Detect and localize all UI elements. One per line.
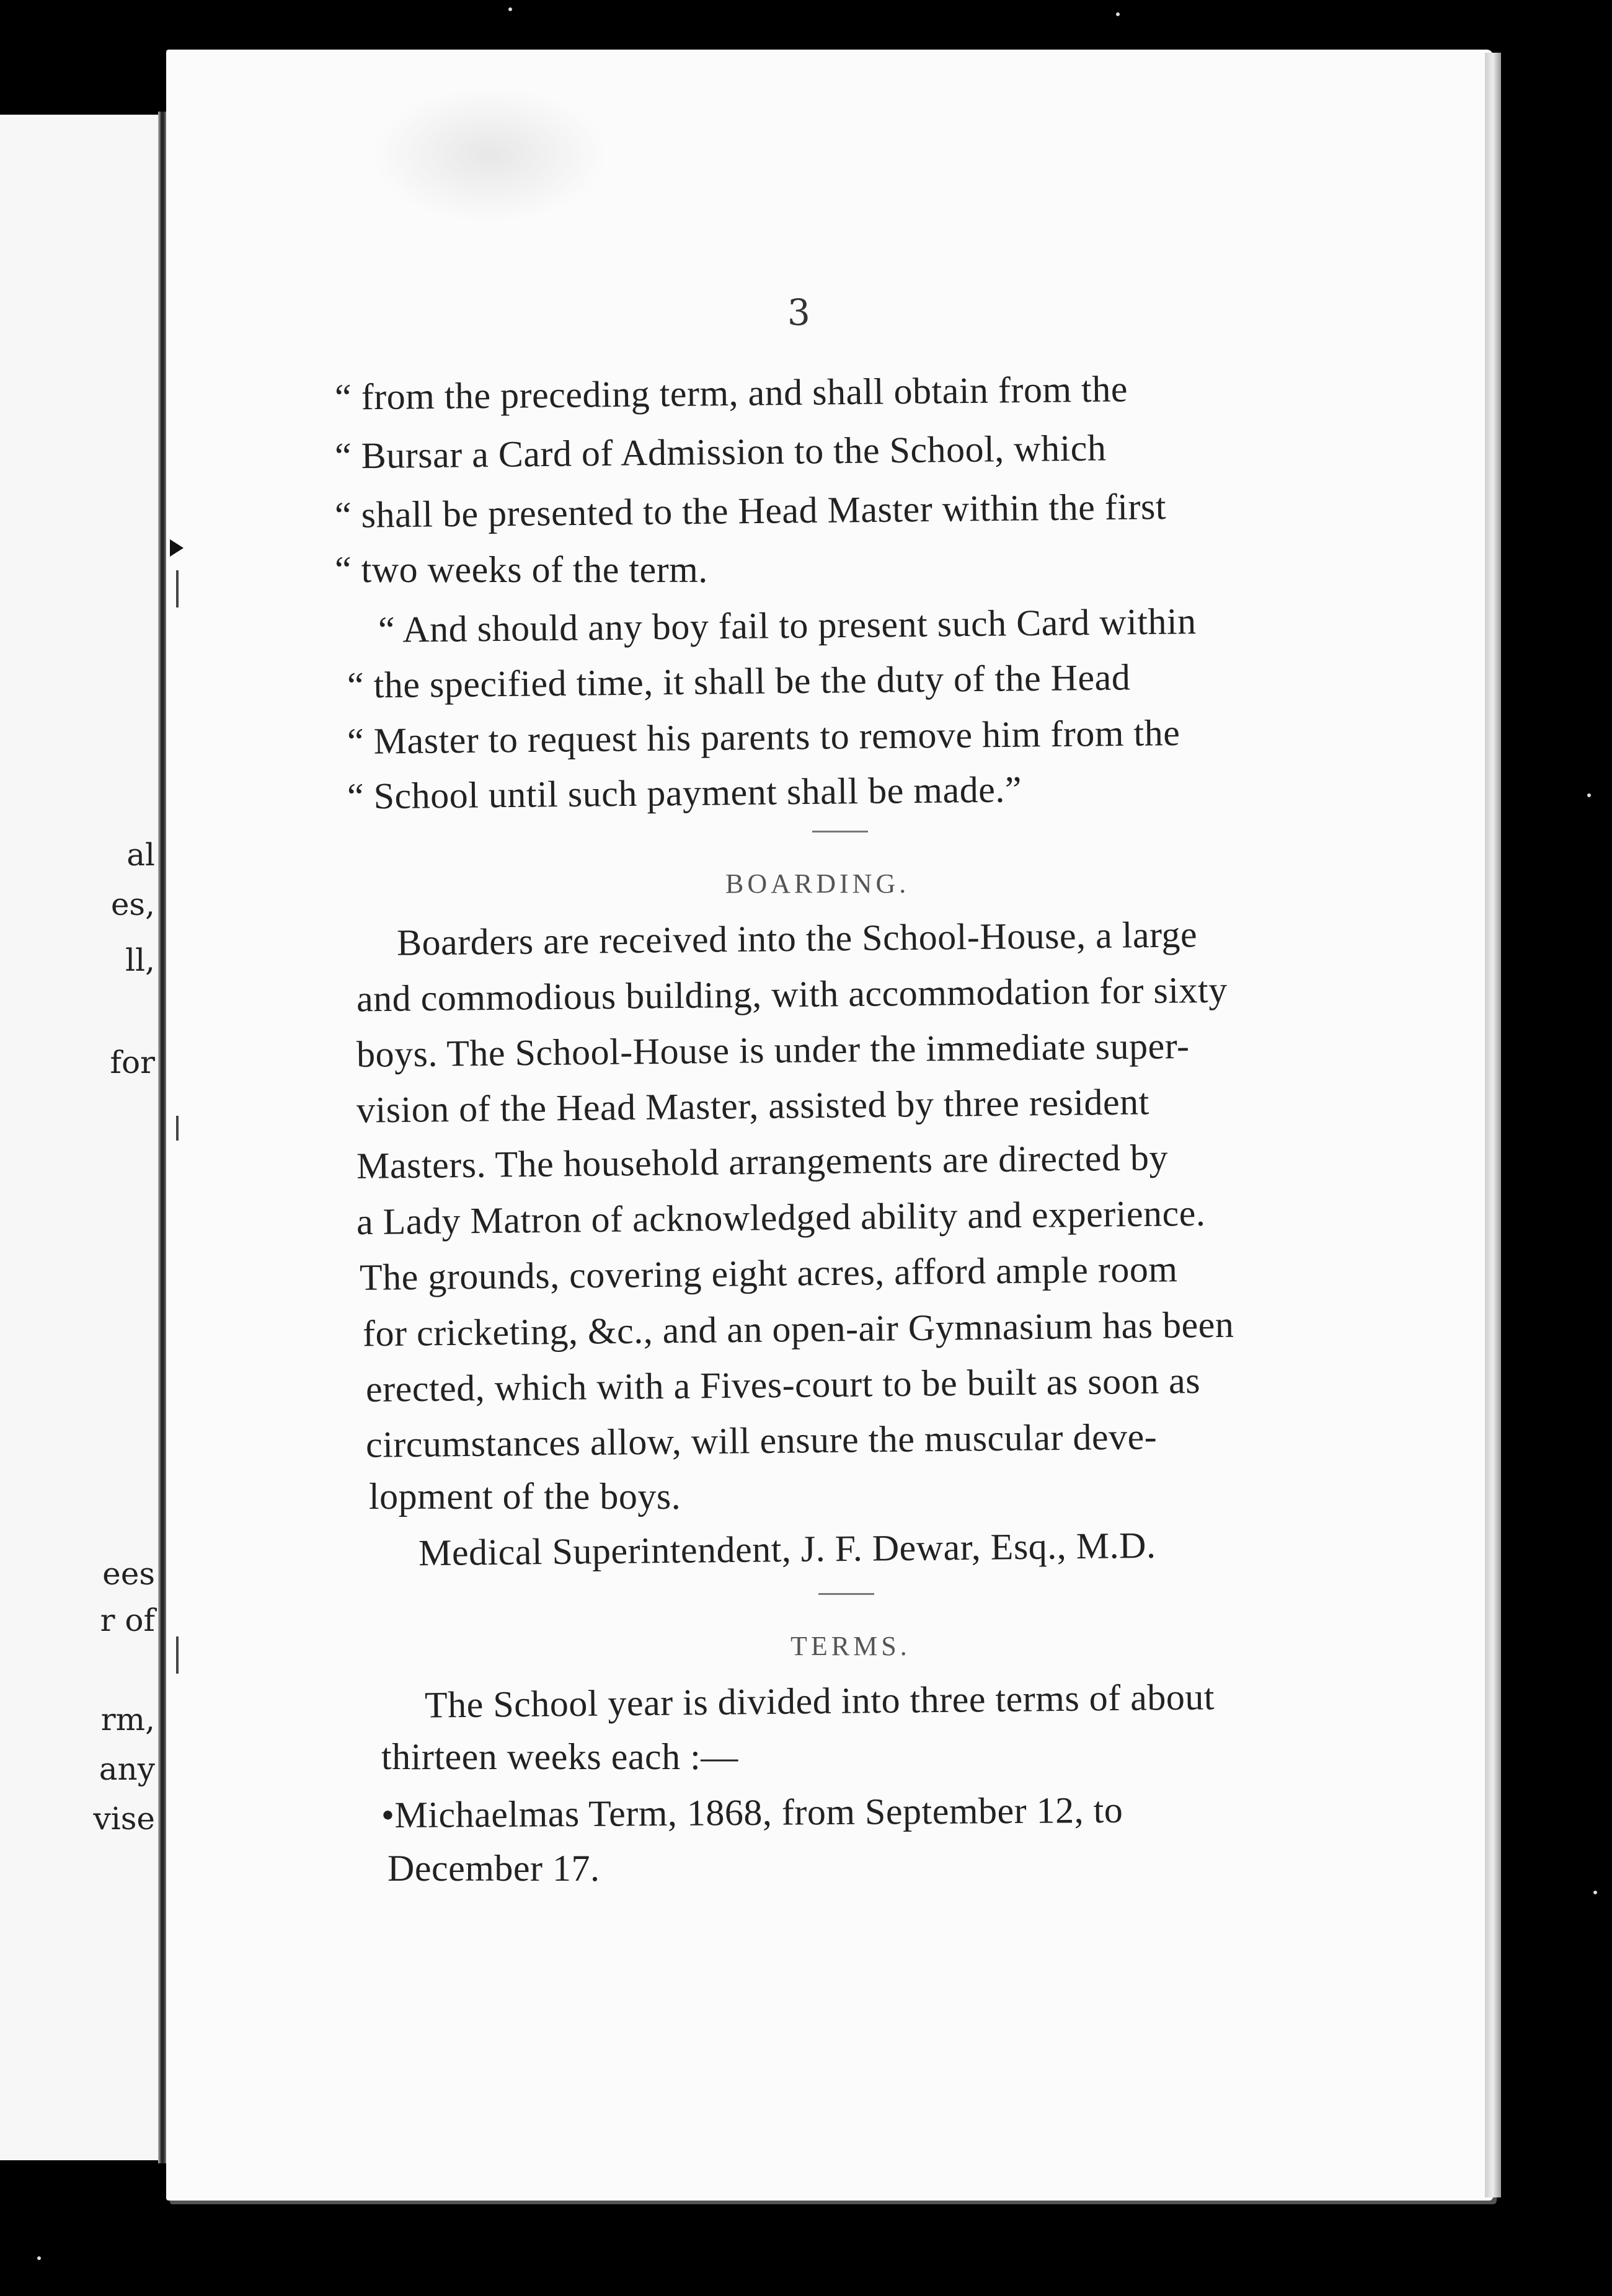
left-page-fragment: rm, [100,1702,155,1737]
scan-speck [508,7,512,11]
quote-line: “ School until such payment shall be made.” [347,769,1022,817]
scan-speck [37,2256,41,2260]
boarding-line: vision of the Head Master, assisted by three resident [356,1081,1150,1131]
quote-line: “ the specified time, it shall be the duty of the Head [347,656,1131,706]
medical-superintendent: Medical Superintendent, J. F. Dewar, Esq., M.D. [418,1524,1156,1574]
book-gutter [158,112,167,2163]
boarding-line: Boarders are received into the School-House, a large [396,914,1198,963]
boarding-line: boys. The School-House is under the immediate super- [356,1025,1190,1075]
boarding-line: circumstances allow, will ensure the muscular deve- [365,1416,1158,1465]
section-rule [812,831,868,832]
boarding-line: erected, which with a Fives-court to be built as soon as [365,1359,1201,1410]
left-page-fragment: any [99,1751,155,1787]
terms-line: thirteen weeks each :— [381,1736,738,1777]
scan-speck [1116,12,1120,16]
page-edge [1485,53,1501,2197]
left-page-fragment: ll, [125,942,155,978]
quote-line: “ Bursar a Card of Admission to the School, which [334,427,1107,477]
page-number: 3 [787,291,810,333]
boarding-heading: BOARDING. [725,868,910,899]
scan-speck [1593,1891,1597,1894]
page-smudge [372,87,608,223]
section-rule [818,1593,874,1595]
left-page-fragment: vise [93,1801,155,1837]
boarding-line: Masters. The household arrangements are directed by [356,1137,1169,1186]
scan-speck [1587,793,1591,797]
quote-line: “ from the preceding term, and shall obtain from the [334,368,1128,418]
boarding-line: a Lady Matron of acknowledged ability and experience. [356,1192,1206,1243]
margin-tick [176,1636,179,1674]
boarding-line: lopment of the boys. [369,1476,681,1517]
margin-marker-icon [170,539,184,557]
left-page-fragment: r of [100,1602,155,1638]
left-page-fragment: ees [102,1556,155,1592]
left-page [0,115,161,2160]
quote-line: “ shall be presented to the Head Master within the first [334,485,1167,536]
left-page-fragment: for [110,1044,155,1080]
quote-line: “ Master to request his parents to remove him from the [347,712,1180,762]
boarding-line: for cricketing, &c., and an open-air Gymnasium has been [362,1304,1234,1354]
quote-line: “ two weeks of the term. [335,549,708,590]
terms-line: The School year is divided into three terms of about [424,1676,1215,1726]
margin-tick [176,1116,179,1141]
terms-line: December 17. [388,1848,600,1889]
boarding-line: and commodious building, with accommodation for sixty [356,969,1228,1020]
terms-line: •Michaelmas Term, 1868, from September 12, to [381,1789,1123,1836]
quote-line: “ And should any boy fail to present such Card within [378,601,1197,650]
left-page-fragment: al [126,837,155,873]
terms-heading: TERMS. [790,1631,911,1661]
left-page-fragment: es, [110,886,155,922]
boarding-line: The grounds, covering eight acres, afford ample room [359,1248,1178,1298]
margin-tick [176,570,179,607]
